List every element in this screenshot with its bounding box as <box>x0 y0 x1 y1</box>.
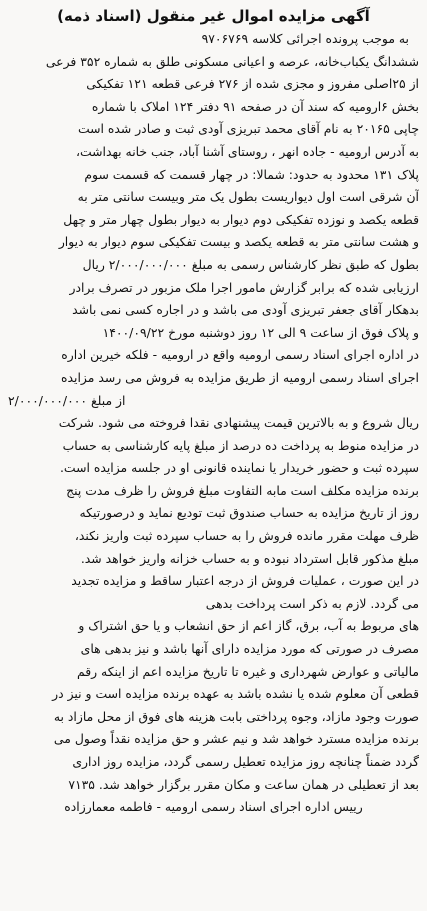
notice-line: بعد از تعطیلی در همان ساعت و مکان مقرر برگزار خواهد شد. ۷۱۳۵ <box>68 776 419 792</box>
notice-line: و هشت سانتی متر به قطعه یکصد و بیست تفکیکی سوم دیوار به دیوار <box>58 234 419 250</box>
notice-signature: رییس اداره اجرای اسناد رسمی ارومیه - فاطمه معمارزاده <box>64 799 363 815</box>
notice-line: چاپی ۲۰۱۶۵ به نام آقای محمد تبریزی آودی ثبت و صادر شده است <box>77 121 419 137</box>
notice-line: قطعه یکصد و نوزده تفکیکی دوم دیوار به دیوار بطول چهار متر و چهل <box>63 211 419 227</box>
notice-body <box>8 28 419 819</box>
notice-line: در اداره اجرای اسناد رسمی ارومیه واقع در ارومیه - فلکه خیرین اداره <box>61 347 419 363</box>
notice-line: برنده مزایده مکلف است مابه التفاوت مبلغ فروش را ظرف مدت پنج <box>66 482 419 498</box>
notice-line: به موجب پرونده اجرائی کلاسه ۹۷۰۶۷۶۹ <box>201 31 409 46</box>
notice-line: آن شرقی است اول دیواریست بطول یک متر وبیست سانتی متر به <box>77 189 419 205</box>
notice-line: به آدرس ارومیه - جاده انهر ، روستای آشنا آباد، جنب خانه بهداشت، <box>75 143 419 159</box>
notice-line: برنده مزایده مسترد خواهد شد و نیم عشر و حق مزایده نقداً وصول می <box>53 731 419 747</box>
notice-line: صورت وجود مازاد، وجوه پرداختی بابت هزینه های فوق از محل مازاد به <box>53 708 419 724</box>
notice-line: های مربوط به آب، برق، گاز اعم از حق انشعاب و یا حق اشتراک و <box>78 618 419 634</box>
notice-line: گردد ضمناً چنانچه روز مزایده تعطیل رسمی گردد، مزایده روز اداری <box>72 754 419 769</box>
notice-line: ششدانگ یکباب‌خانه، عرصه و اعیانی مسکونی طلق به شماره ۳۵۲ فرعی <box>45 53 419 69</box>
notice-line: مصرف در صورتی که مورد مزایده دارای آنها باشد و نیز بدهی های <box>80 641 419 657</box>
notice-line: اجرای اسناد رسمی ارومیه از طریق مزایده به فروش می رسد مزایده <box>61 369 419 385</box>
notice-line: در این صورت ، عملیات فروش از درجه اعتبار ساقط و مزایده تجدید <box>71 573 419 589</box>
notice-line: ظرف مهلت مقرر مانده فروش را به حساب سپرده ثبت واریز نکند، <box>74 528 419 544</box>
notice-line: از ۲۵اصلی مفروز و مجزی شده از ۲۷۶ فرعی قطعه ۱۲۱ تفکیکی <box>86 76 419 92</box>
notice-title: آگهی مزایده اموال غیر منقول (اسناد ذمه) <box>57 7 370 25</box>
notice-line: ارزیابی شده که برابر گزارش مامور اجرا ملک مزبور در تصرف برادر <box>69 279 419 295</box>
notice-line: بدهکار آقای جعفر تبریزی آودی می باشد و در اجاره کسی نمی باشد <box>72 302 419 318</box>
notice-line: از مبلغ ۲/۰۰۰/۰۰۰/۰۰۰ <box>8 392 126 408</box>
notice-line: پلاک ۱۳۱ محدود به حدود: شمالا: در چهار قسمت که قسمت سوم <box>84 166 419 182</box>
notice-line: روز از تاریخ مزایده به حساب صندوق ثبت تودیع نماید و درصورتیکه <box>79 505 419 521</box>
notice-line: و پلاک فوق از ساعت ۹ الی ۱۲ روز دوشنبه مورخ ۱۴۰۰/۰۹/۲۲ <box>102 324 419 340</box>
notice-line: ریال شروع و به بالاترین قیمت پیشنهادی نقدا فروخته می شود. شرکت <box>58 415 419 431</box>
notice-line: مالیاتی و عوارض شهرداری و غیره تا تاریخ مزایده اعم از اینکه رقم <box>76 663 419 679</box>
notice-line: مبلغ مذکور قابل استرداد نبوده و به حساب خزانه واریز خواهد شد. <box>80 550 419 566</box>
notice-line: سپرده ثبت و حضور خریدار یا نماینده قانونی او در جلسه مزایده است. <box>59 460 419 476</box>
notice-line: بخش ۶ارومیه که سند آن در صفحه ۹۱ دفتر ۱۲۴ املاک با شماره <box>91 98 419 114</box>
notice-line: در مزایده منوط به پرداخت ده درصد از مبلغ پایه کارشناسی به حساب <box>62 437 419 453</box>
notice-line: قطعی آن معلوم شده یا نشده باشد به عهده برنده مزایده است و نیز در <box>52 686 419 702</box>
notice-line: می گردد. لازم به ذکر است پرداخت بدهی <box>205 595 419 611</box>
notice-line: بطول که طبق نظر کارشناس رسمی به مبلغ ۲/۰۰۰/۰۰۰/۰۰۰ ریال <box>82 256 419 272</box>
